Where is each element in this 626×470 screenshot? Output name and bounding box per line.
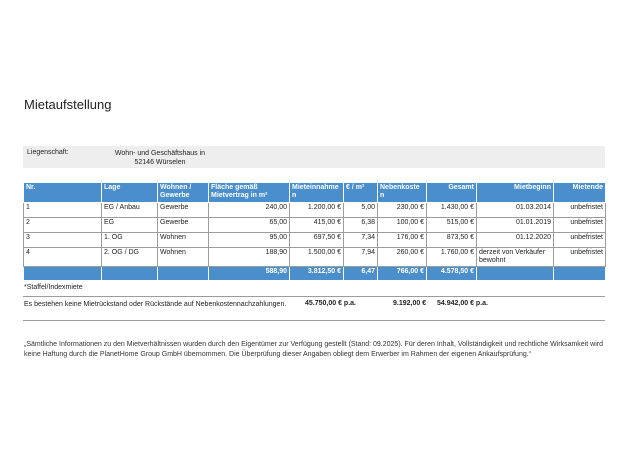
cell-nebenkosten: 230,00 € bbox=[378, 203, 427, 218]
header-flaeche: Fläche gemäß Mietvertrag in m² bbox=[209, 183, 290, 203]
header-nutzung: Wohnen / Gewerbe bbox=[158, 183, 209, 203]
total-mietende bbox=[554, 267, 606, 281]
cell-lage: 2. OG / DG bbox=[102, 248, 158, 267]
rent-table bbox=[23, 182, 606, 281]
total-mietbeginn bbox=[477, 267, 554, 281]
cell-mietbeginn: 01.12.2020 bbox=[477, 233, 554, 248]
cell-mietende: unbefristet bbox=[554, 248, 606, 267]
cell-lage: EG bbox=[102, 218, 158, 233]
table-row bbox=[24, 203, 606, 218]
page-title: Mietaufstellung bbox=[24, 97, 112, 112]
annual-total: 54.942,00 € p.a. bbox=[437, 300, 488, 307]
cell-euro-qm: 5,00 bbox=[344, 203, 378, 218]
divider bbox=[23, 296, 605, 297]
totals-row bbox=[24, 267, 606, 281]
cell-flaeche: 95,00 bbox=[209, 233, 290, 248]
cell-nr: 1 bbox=[24, 203, 102, 218]
cell-mieteinnahme: 415,00 € bbox=[290, 218, 344, 233]
cell-nutzung: Wohnen bbox=[158, 233, 209, 248]
property-label: Liegenschaft: bbox=[27, 149, 69, 156]
total-nutzung bbox=[158, 267, 209, 281]
cell-nebenkosten: 260,00 € bbox=[378, 248, 427, 267]
cell-gesamt: 1.430,00 € bbox=[427, 203, 477, 218]
property-city: 52146 Würselen bbox=[134, 159, 186, 166]
cell-euro-qm: 7,94 bbox=[344, 248, 378, 267]
table-row bbox=[24, 233, 606, 248]
cell-nr: 2 bbox=[24, 218, 102, 233]
property-address bbox=[105, 149, 215, 167]
cell-nebenkosten: 176,00 € bbox=[378, 233, 427, 248]
disclaimer: „Sämtliche Informationen zu den Mietverhältnissen wurden durch den Eigentümer zur Verfügung gestellt (Stand: 09.2025). Für deren Inhalt, Vollständigkeit und rechtliche Wirksamkeit wird keine Haftung durch die PlanetHome Group GmbH übernommen. Die Überprüfung dieser Angaben obliegt dem Erwerber im Rahmen der eigenen Ankaufsprüfung.“ bbox=[24, 341, 603, 358]
cell-nr: 3 bbox=[24, 233, 102, 248]
header-gesamt: Gesamt bbox=[427, 183, 477, 203]
property-box bbox=[23, 146, 605, 168]
cell-euro-qm: 6,38 bbox=[344, 218, 378, 233]
cell-mietende: unbefristet bbox=[554, 218, 606, 233]
cell-mietende: unbefristet bbox=[554, 233, 606, 248]
property-name: Wohn- und Geschäftshaus in bbox=[114, 150, 206, 157]
cell-mietbeginn: 01.03.2014 bbox=[477, 203, 554, 218]
cell-flaeche: 240,00 bbox=[209, 203, 290, 218]
total-mieteinnahme: 3.812,50 € bbox=[290, 267, 344, 281]
cell-mieteinnahme: 1.500,00 € bbox=[290, 248, 344, 267]
header-mieteinnahme: Mieteinnahme n bbox=[290, 183, 344, 203]
cell-gesamt: 515,00 € bbox=[427, 218, 477, 233]
total-nebenkosten: 766,00 € bbox=[378, 267, 427, 281]
cell-nr: 4 bbox=[24, 248, 102, 267]
cell-nutzung: Gewerbe bbox=[158, 218, 209, 233]
header-mietende: Mietende bbox=[554, 183, 606, 203]
cell-lage: 1. OG bbox=[102, 233, 158, 248]
cell-mietbeginn: derzeit von Verkäufer bewohnt bbox=[477, 248, 554, 267]
cell-gesamt: 873,50 € bbox=[427, 233, 477, 248]
cell-flaeche: 65,00 bbox=[209, 218, 290, 233]
header-nebenkosten: Nebenkoste n bbox=[378, 183, 427, 203]
annual-costs: 9.192,00 € bbox=[393, 300, 427, 307]
cell-mietende: unbefristet bbox=[554, 203, 606, 218]
cell-nutzung: Wohnen bbox=[158, 248, 209, 267]
cell-gesamt: 1.760,00 € bbox=[427, 248, 477, 267]
table-row bbox=[24, 218, 606, 233]
cell-nebenkosten: 100,00 € bbox=[378, 218, 427, 233]
table-header-row bbox=[24, 183, 606, 203]
cell-nutzung: Gewerbe bbox=[158, 203, 209, 218]
header-lage: Lage bbox=[102, 183, 158, 203]
cell-euro-qm: 7,34 bbox=[344, 233, 378, 248]
total-flaeche: 588,90 bbox=[209, 267, 290, 281]
cell-mietbeginn: 01.01.2019 bbox=[477, 218, 554, 233]
cell-mieteinnahme: 1.200,00 € bbox=[290, 203, 344, 218]
cell-mieteinnahme: 697,50 € bbox=[290, 233, 344, 248]
total-euro-qm: 6,47 bbox=[344, 267, 378, 281]
table-row bbox=[24, 248, 606, 267]
annual-rent: 45.750,00 € p.a. bbox=[305, 300, 356, 307]
total-nr bbox=[24, 267, 102, 281]
total-gesamt: 4.578,50 € bbox=[427, 267, 477, 281]
header-nr: Nr. bbox=[24, 183, 102, 203]
arrears-text: Es bestehen keine Mietrückstand oder Rückstände auf Nebenkostennachzahlungen. bbox=[24, 301, 287, 308]
header-euro-qm: € / m² bbox=[344, 183, 378, 203]
header-mietbeginn: Mietbeginn bbox=[477, 183, 554, 203]
cell-flaeche: 188,90 bbox=[209, 248, 290, 267]
divider bbox=[23, 320, 605, 321]
total-lage bbox=[102, 267, 158, 281]
cell-lage: EG / Anbau bbox=[102, 203, 158, 218]
footnote: *Staffel/Indexmiete bbox=[24, 284, 83, 291]
